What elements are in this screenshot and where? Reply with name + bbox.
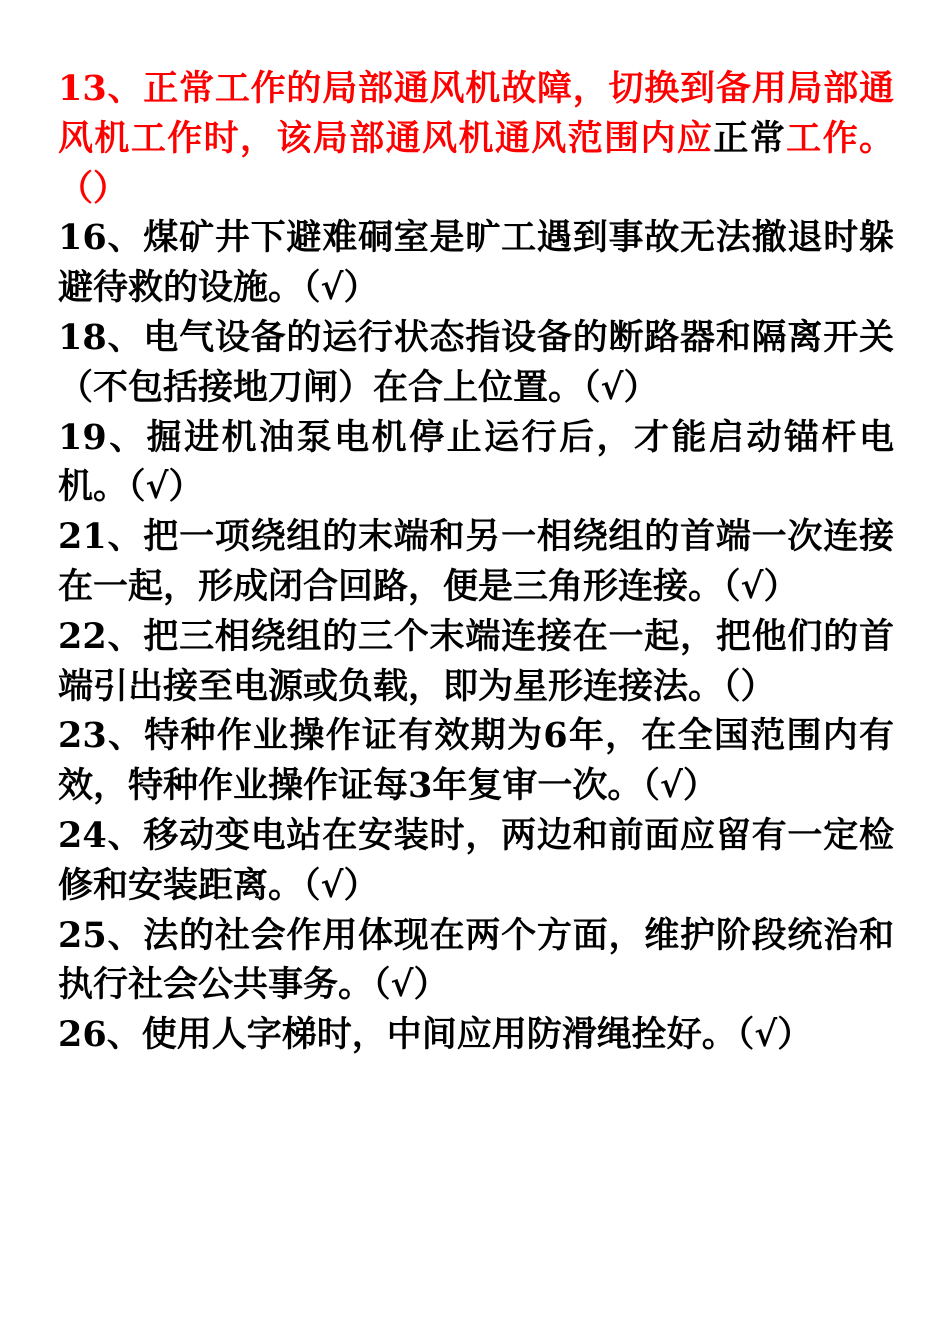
question-13-red-tail: 工作。（） bbox=[58, 117, 894, 209]
question-25: 25、法的社会作用体现在两个方面，维护阶段统治和执行社会公共事务。（√） bbox=[58, 914, 894, 1006]
question-19: 19、掘进机油泵电机停止运行后，才能启动锚杆电机。（√） bbox=[58, 416, 894, 508]
question-16: 16、煤矿井下避难硐室是旷工遇到事故无法撤退时躲避待救的设施。（√） bbox=[58, 217, 894, 309]
question-13-red-text: 13、正常工作的局部通风机故障，切换到备用局部通风机工作时，该局部通风机通风范围内应 bbox=[58, 68, 894, 159]
question-24: 24、移动变电站在安装时，两边和前面应留有一定检修和安装距离。（√） bbox=[58, 814, 894, 906]
question-23: 23、特种作业操作证有效期为6年，在全国范围内有效，特种作业操作证每3年复审一次。（√） bbox=[58, 715, 894, 807]
question-21: 21、把一项绕组的末端和另一相绕组的首端一次连接在一起，形成闭合回路，便是三角形连接。（√） bbox=[58, 516, 894, 607]
question-13 bbox=[58, 64, 894, 213]
question-18: 18、电气设备的运行状态指设备的断路器和隔离开关（不包括接地刀闸）在合上位置。（√） bbox=[58, 316, 894, 408]
document-page bbox=[58, 64, 894, 1060]
question-13-black-text: 正常 bbox=[713, 117, 787, 159]
question-26: 26、使用人字梯时，中间应用防滑绳拴好。（√） bbox=[58, 1014, 813, 1056]
question-22: 22、把三相绕组的三个末端连接在一起，把他们的首端引出接至电源或负载，即为星形连接法。（） bbox=[58, 615, 894, 707]
